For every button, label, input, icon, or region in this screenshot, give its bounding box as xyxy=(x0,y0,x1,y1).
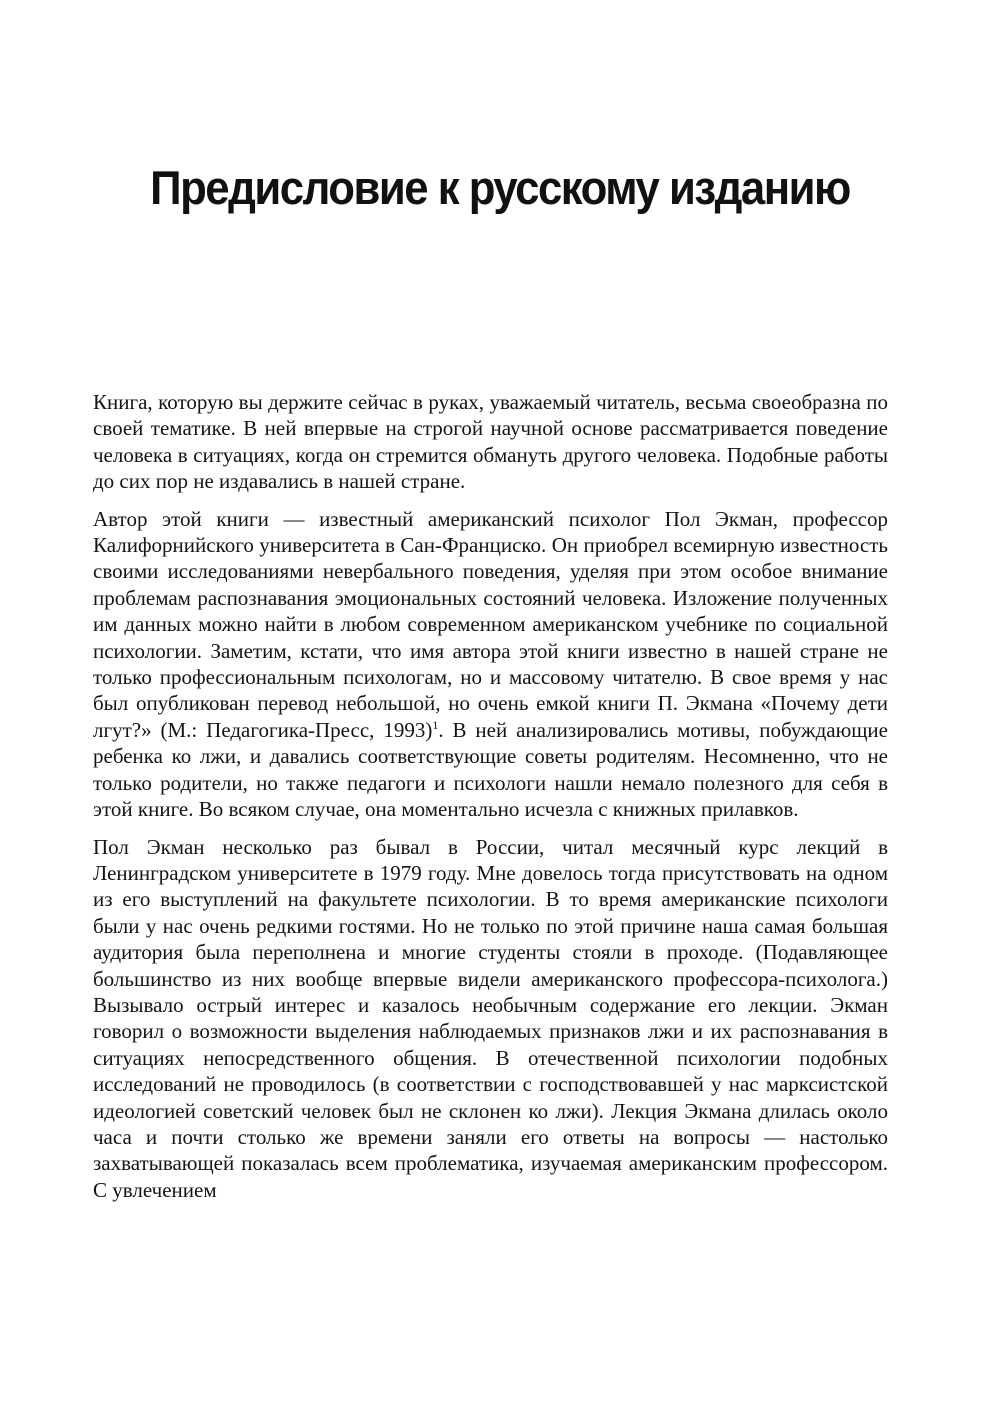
paragraph-2-text-after-note: . В ней анализировались мотивы, побуждающие ребенка ко лжи, и давались соответствующие советы родителям. Несомненно, что не только родители, но также педагоги и психологи нашли немало полезного для себя в этой книге. Во всяком случае, она моментально исчезла с книжных прилавков. xyxy=(93,717,888,822)
body-text xyxy=(93,389,888,1214)
paragraph-1: Книга, которую вы держите сейчас в руках, уважаемый читатель, весьма своеобразна по своей тематике. В ней впервые на строгой научной основе рассматривается поведение человека в ситуациях, когда он стремится обмануть другого человека. Подобные работы до сих пор не издавались в нашей стране. xyxy=(93,390,888,494)
paragraph-2 xyxy=(93,506,888,823)
paragraph-3: Пол Экман несколько раз бывал в России, читал месячный курс лекций в Ленинградском университете в 1979 году. Мне довелось тогда присутствовать на одном из его выступлений на факультете психологии. В то время американские психологи были у нас очень редкими гостями. Но не только по этой причине наша самая большая аудитория была переполнена и многие студенты стояли в проходе. (Подавляющее большинство из них вообще впервые видели американского профессора-психолога.) Вызывало острый интерес и казалось необычным содержание его лекции. Экман говорил о возможности выделения наблюдаемых признаков лжи и их распознавания в ситуациях непосредственного общения. В отечественной психологии подобных исследований не проводилось (в соответствии с господствовавшей у нас марксистской идеологией советский человек был не склонен ко лжи). Лекция Экмана длилась около часа и почти столько же времени заняли его ответы на вопросы — настолько захватывающей показалась всем проблематика, изучаемая американским профессором. С увлечением xyxy=(93,834,888,1202)
chapter-title: Предисловие к русскому изданию xyxy=(150,161,850,214)
paragraph-2-text-before-note: Автор этой книги — известный американский психолог Пол Экман, профессор Калифорнийского университета в Сан-Франциско. Он приобрел всемирную известность своими исследованиями невербального поведения, уделяя при этом особое внимание проблемам распознавания эмоциональных состояний человека. Изложение полученных им данных можно найти в любом современном американском учебнике по социальной психологии. Заметим, кстати, что имя автора этой книги известно в нашей стране не только профессиональным психологам, но и массовому читателю. В свое время у нас был опубликован перевод небольшой, но очень емкой книги П. Экмана «Почему дети лгут?» (М.: Педагогика-Пресс, 1993) xyxy=(93,506,888,742)
footnote-mark: 1 xyxy=(432,717,439,732)
